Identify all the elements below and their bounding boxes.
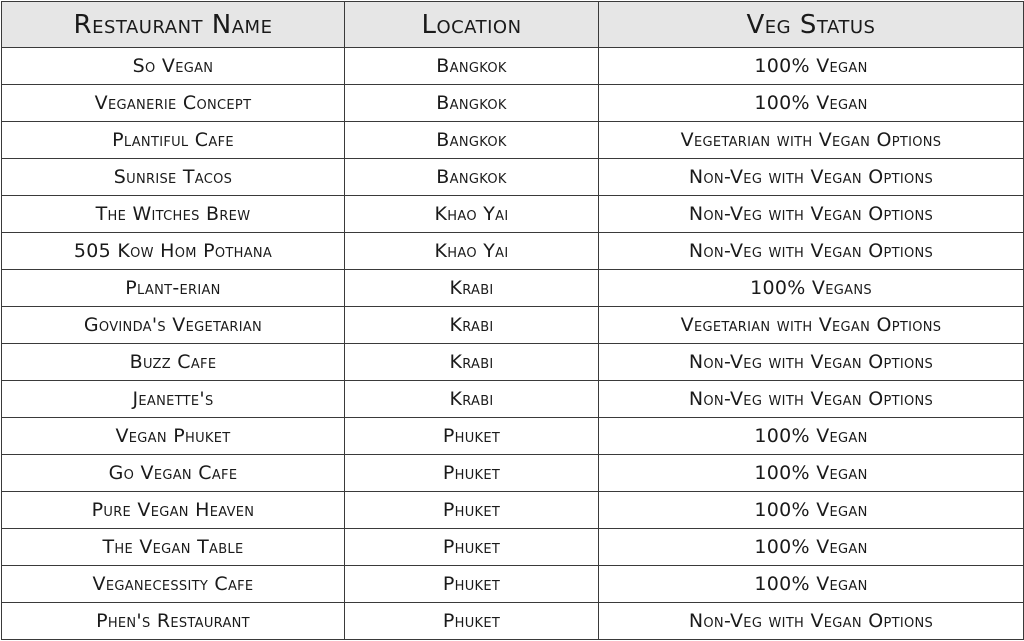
- table-row: [2, 48, 1024, 85]
- table-body: [2, 48, 1024, 640]
- table-row: [2, 418, 1024, 455]
- restaurant-table-container: [0, 1, 1024, 641]
- cell-veg-status: Non-Veg with Vegan Options: [599, 233, 1024, 270]
- cell-restaurant-name: Sunrise Tacos: [2, 159, 345, 196]
- cell-veg-status: 100% Vegan: [599, 48, 1024, 85]
- cell-restaurant-name: Veganerie Concept: [2, 85, 345, 122]
- cell-restaurant-name: Phen's Restaurant: [2, 603, 345, 640]
- cell-restaurant-name: Go Vegan Cafe: [2, 455, 345, 492]
- cell-restaurant-name: Vegan Phuket: [2, 418, 345, 455]
- cell-restaurant-name: The Witches Brew: [2, 196, 345, 233]
- table-row: [2, 603, 1024, 640]
- table-row: [2, 233, 1024, 270]
- cell-location: Phuket: [345, 603, 599, 640]
- cell-location: Bangkok: [345, 122, 599, 159]
- cell-location: Phuket: [345, 455, 599, 492]
- cell-veg-status: 100% Vegan: [599, 492, 1024, 529]
- table-row: [2, 122, 1024, 159]
- table-row: [2, 492, 1024, 529]
- table-row: [2, 381, 1024, 418]
- cell-veg-status: 100% Vegan: [599, 566, 1024, 603]
- table-row: [2, 455, 1024, 492]
- cell-restaurant-name: The Vegan Table: [2, 529, 345, 566]
- cell-restaurant-name: Govinda's Vegetarian: [2, 307, 345, 344]
- restaurant-table: [1, 1, 1024, 640]
- cell-restaurant-name: Pure Vegan Heaven: [2, 492, 345, 529]
- table-header: [2, 2, 1024, 48]
- cell-veg-status: 100% Vegans: [599, 270, 1024, 307]
- cell-location: Krabi: [345, 381, 599, 418]
- cell-restaurant-name: Jeanette's: [2, 381, 345, 418]
- cell-veg-status: 100% Vegan: [599, 529, 1024, 566]
- header-row: [2, 2, 1024, 48]
- cell-location: Phuket: [345, 529, 599, 566]
- header-location: Location: [345, 2, 599, 48]
- cell-location: Krabi: [345, 307, 599, 344]
- cell-veg-status: Non-Veg with Vegan Options: [599, 603, 1024, 640]
- cell-location: Phuket: [345, 492, 599, 529]
- table-row: [2, 159, 1024, 196]
- table-row: [2, 566, 1024, 603]
- table-row: [2, 344, 1024, 381]
- cell-restaurant-name: Plantiful Cafe: [2, 122, 345, 159]
- cell-location: Krabi: [345, 270, 599, 307]
- cell-restaurant-name: So Vegan: [2, 48, 345, 85]
- table-row: [2, 196, 1024, 233]
- cell-location: Bangkok: [345, 48, 599, 85]
- cell-restaurant-name: Plant-erian: [2, 270, 345, 307]
- table-row: [2, 307, 1024, 344]
- cell-veg-status: Vegetarian with Vegan Options: [599, 307, 1024, 344]
- cell-veg-status: Vegetarian with Vegan Options: [599, 122, 1024, 159]
- cell-veg-status: 100% Vegan: [599, 85, 1024, 122]
- cell-veg-status: Non-Veg with Vegan Options: [599, 381, 1024, 418]
- cell-veg-status: 100% Vegan: [599, 455, 1024, 492]
- cell-restaurant-name: Veganecessity Cafe: [2, 566, 345, 603]
- cell-location: Bangkok: [345, 159, 599, 196]
- cell-location: Phuket: [345, 566, 599, 603]
- table-row: [2, 85, 1024, 122]
- table-row: [2, 529, 1024, 566]
- cell-location: Bangkok: [345, 85, 599, 122]
- cell-restaurant-name: 505 Kow Hom Pothana: [2, 233, 345, 270]
- header-veg-status: Veg Status: [599, 2, 1024, 48]
- cell-location: Khao Yai: [345, 196, 599, 233]
- cell-restaurant-name: Buzz Cafe: [2, 344, 345, 381]
- table-row: [2, 270, 1024, 307]
- cell-veg-status: Non-Veg with Vegan Options: [599, 196, 1024, 233]
- cell-veg-status: 100% Vegan: [599, 418, 1024, 455]
- cell-location: Phuket: [345, 418, 599, 455]
- cell-location: Khao Yai: [345, 233, 599, 270]
- cell-location: Krabi: [345, 344, 599, 381]
- cell-veg-status: Non-Veg with Vegan Options: [599, 159, 1024, 196]
- header-restaurant-name: Restaurant Name: [2, 2, 345, 48]
- cell-veg-status: Non-Veg with Vegan Options: [599, 344, 1024, 381]
